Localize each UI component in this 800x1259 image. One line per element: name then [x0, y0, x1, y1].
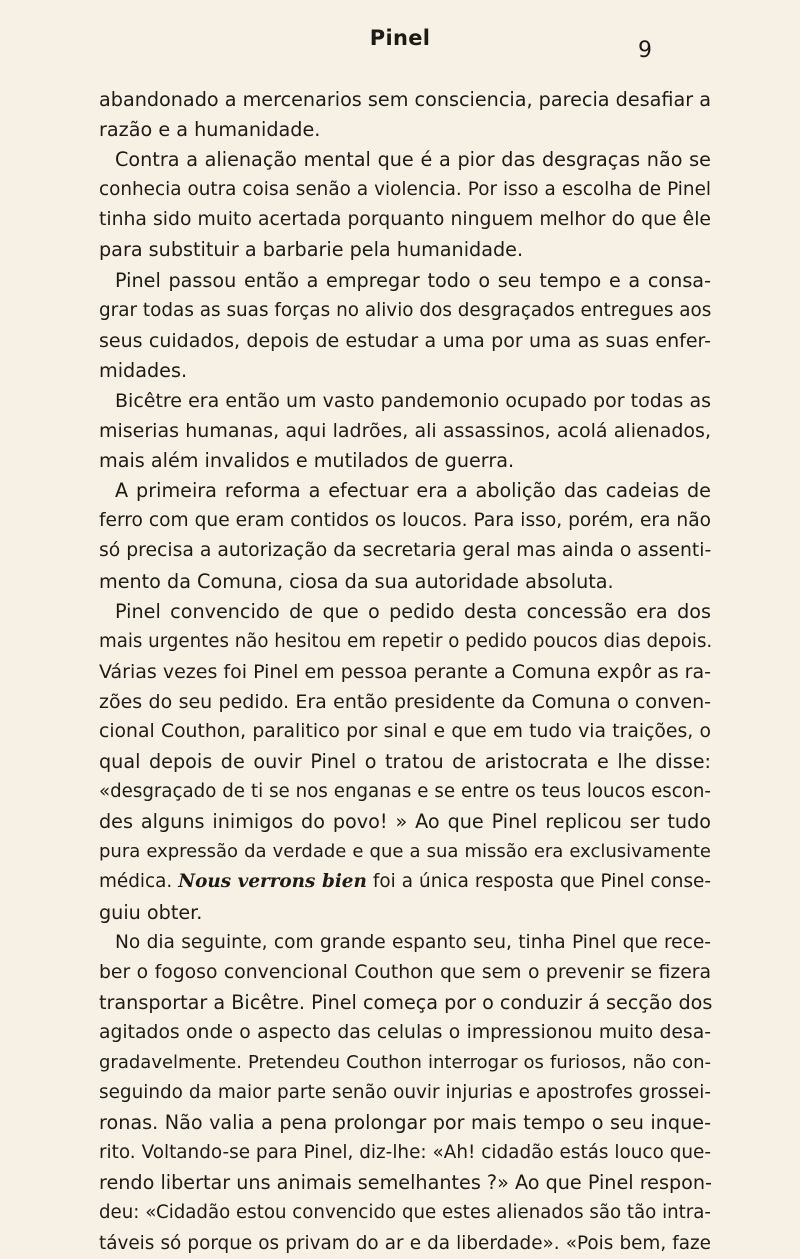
text-line: «desgraçado de ti se nos enganas e se entre os teus loucos escon-	[99, 781, 711, 803]
page-number: 9	[638, 38, 652, 63]
text-line: qual depois de ouvir Pinel o tratou de aristocrata e lhe disse:	[99, 750, 711, 774]
text-line: ber o fogoso convencional Couthon que sem o prevenir se fizera	[99, 961, 711, 983]
text-line: gradavelmente. Pretendeu Couthon interrogar os furiosos, não con-	[99, 1052, 711, 1073]
text-line: cional Couthon, paralitico por sinal e que em tudo via traições, o	[99, 720, 711, 742]
text-line: Pinel passou então a empregar todo o seu tempo e a consa-	[115, 268, 711, 292]
text-line: Pinel convencido de que o pedido desta concessão era dos	[115, 599, 711, 623]
text-line: Bicêtre era então um vasto pandemonio ocupado por todas as	[115, 389, 711, 412]
text-line: midades.	[99, 358, 188, 382]
text-line: ronas. Não valia a pena prolongar por mais tempo o seu inque-	[99, 1111, 711, 1135]
text-line: mento da Comuna, ciosa da sua autoridade absoluta.	[99, 569, 614, 593]
text-line: só precisa a autorização da secretaria geral mas ainda o assenti-	[99, 540, 712, 562]
text-line: zões do seu pedido. Era então presidente da Comuna o conven-	[99, 690, 711, 713]
text-line: razão e a humanidade.	[99, 118, 321, 142]
text-line: rendo libertar uns animais semelhantes ?» Ao que Pinel respon-	[99, 1171, 712, 1195]
text-line: conhecia outra coisa senão a violencia. Por isso a escolha de Pinel	[99, 179, 711, 201]
text-line: mais urgentes não hesitou em repetir o pedido poucos dias depois.	[99, 630, 713, 652]
text-line: A primeira reforma a efectuar era a abolição das cadeias de	[115, 479, 711, 503]
text-line: mais além invalidos e mutilados de guerra.	[99, 449, 515, 473]
text-line: para substituir a barbarie pela humanidade.	[99, 238, 524, 262]
italic-phrase: Nous verrons bien	[178, 871, 367, 893]
text-line: grar todas as suas forças no alivio dos desgraçados entregues aos	[99, 299, 712, 321]
text-line: agitados onde o aspecto das celulas o impressionou muito desa-	[99, 1021, 711, 1043]
running-head	[0, 18, 800, 63]
text-line: seus cuidados, depois de estudar a uma por uma as suas enfer-	[99, 329, 711, 352]
text-segment: médica.	[99, 871, 173, 893]
text-line: No dia seguinte, com grande espanto seu, tinha Pinel que rece-	[115, 931, 711, 953]
text-line: transportar a Bicêtre. Pinel começa por o conduzir á secção dos	[99, 990, 713, 1014]
text-line: miserias humanas, aqui ladrões, ali assassinos, acolá alienados,	[99, 420, 711, 443]
text-line: Contra a alienação mental que é a pior das desgraças não se	[115, 148, 711, 172]
running-title: Pinel	[369, 26, 431, 50]
text-line: abandonado a mercenarios sem consciencia, parecia desafiar a	[99, 88, 711, 111]
text-segment: foi a única resposta que Pinel conse-	[372, 871, 711, 893]
text-line: seguindo da maior parte senão ouvir injurias e apostrofes grossei-	[99, 1082, 711, 1104]
text-line-mixed	[99, 867, 711, 897]
text-line: rito. Voltando-se para Pinel, diz-lhe: «Ah! cidadão estás louco que-	[99, 1142, 711, 1164]
text-line: ferro com que eram contidos os loucos. Para isso, porém, era não	[99, 510, 711, 532]
text-line: des alguns inimigos do povo! » Ao que Pinel replicou ser tudo	[99, 810, 711, 834]
text-line: tinha sido muito acertada porquanto ninguem melhor do que êle	[99, 209, 711, 231]
text-line: Várias vezes foi Pinel em pessoa perante a Comuna expôr as ra-	[99, 660, 711, 683]
text-line: pura expressão da verdade e que a sua missão era exclusivamente	[99, 841, 711, 863]
body-text	[99, 85, 711, 1259]
text-line: táveis só porque os privam do ar e da liberdade». «Pois bem, faze	[99, 1232, 711, 1254]
text-line: guiu obter.	[99, 900, 203, 924]
text-line: deu: «Cidadão estou convencido que estes alienados são tão intra-	[99, 1202, 711, 1224]
